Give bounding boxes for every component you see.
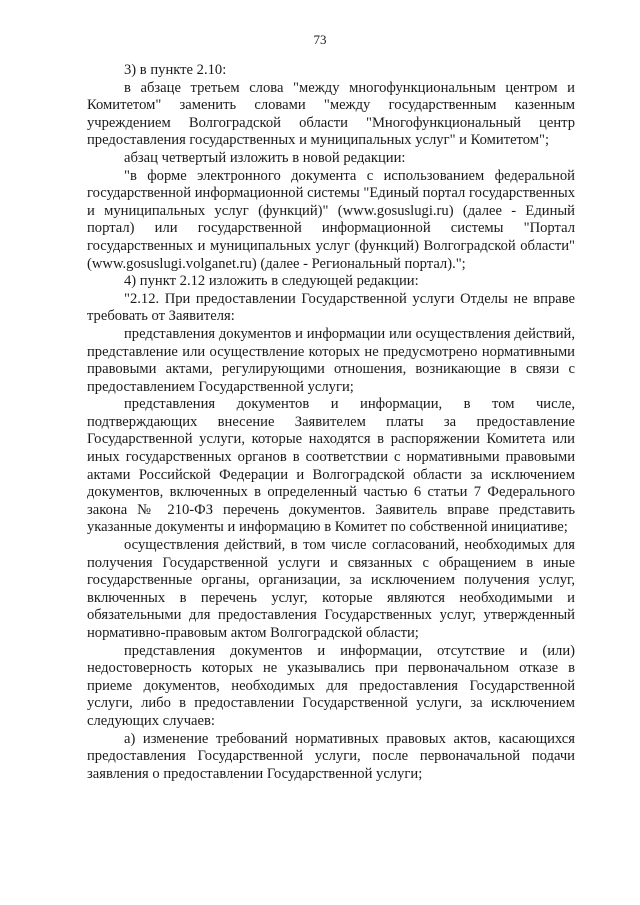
paragraph-case-a: а) изменение требований нормативных правовых актов, касающихся предоставления Государственной услуги, после первоначальной подачи заявления о предоставлении Государственной услуги; xyxy=(87,730,575,782)
paragraph-requirement-2: представления документов и информации, в том числе, подтверждающих внесение Заявителем платы за предоставление Государственной услуги, которые находятся в распоряжении Комитета или иных государственных органов в соответствии с нормативными правовыми актами Российской Федерации и Волгоградской области за исключением документов, включенных в определенный частью 6 статьи 7 Федерального закона № 210-ФЗ перечень документов. Заявитель вправе представить указанные документы и информацию в Комитет по собственной инициативе; xyxy=(87,396,575,536)
paragraph-item-3-header: 3) в пункте 2.10: xyxy=(124,62,227,78)
paragraph-abzac-tretiy: в абзаце третьем слова "между многофункциональным центром и Комитетом" заменить словами "между государственным казенным учреждением Волгоградской области "Многофункциональный центр предоставления государственных и муниципальных услуг" и Комитетом"; xyxy=(87,79,575,149)
paragraph-abzac-chetvertyy: абзац четвертый изложить в новой редакции: xyxy=(124,149,406,166)
paragraph-quoted-portal-text: "в форме электронного документа с использованием федеральной государственной информационной системы "Единый портал государственных и муниципальных услуг (функций)" (www.gosuslugi.ru) (далее - Единый портал) или государственной информационной системы "Портал государственных и муниципальных услуг (функций) Волгоградской области" (www.gosuslugi.volganet.ru) (далее - Региональный портал)."; xyxy=(87,167,575,272)
paragraph-clause-2-12: "2.12. При предоставлении Государственной услуги Отделы не вправе требовать от Заявителя: xyxy=(87,290,575,325)
paragraph-item-4-header: 4) пункт 2.12 изложить в следующей редакции: xyxy=(124,273,419,290)
paragraph-requirement-1: представления документов и информации или осуществления действий, представление или осуществление которых не предусмотрено нормативными правовыми актами, регулирующими отношения, возникающие в связи с предоставлением Государственной услуги; xyxy=(87,325,575,395)
paragraph-requirement-3: осуществления действий, в том числе согласований, необходимых для получения Государственной услуги и связанных с обращением в иные государственные органы, организации, за исключением получения услуг, включенных в перечень услуг, которые являются необходимыми и обязательными для предоставления Государственных услуг, утвержденный нормативно-правовым актом Волгоградской области; xyxy=(87,537,575,641)
document-body xyxy=(87,62,575,783)
page-number: 73 xyxy=(313,32,327,47)
paragraph-requirement-4: представления документов и информации, отсутствие и (или) недостоверность которых не указывались при первоначальном отказе в приеме документов, необходимых для предоставления Государственной услуги, либо в предоставлении Государственной услуги, за исключением следующих случаев: xyxy=(87,642,575,729)
